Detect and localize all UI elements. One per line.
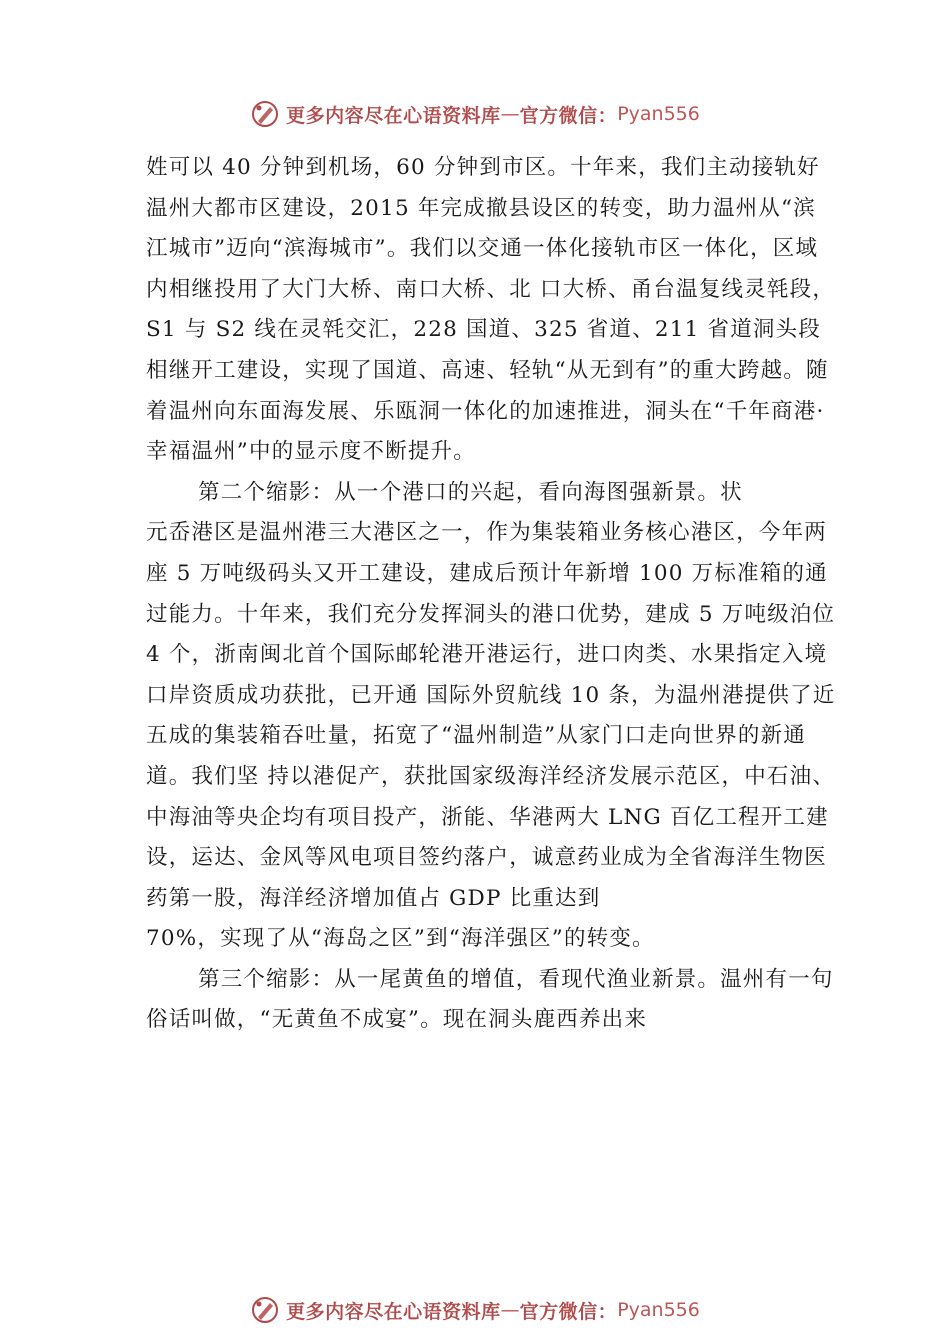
paragraph: 元岙港区是温州港三大港区之一，作为集装箱业务核心港区，今年两座 5 万吨级码头又开工建设，建成后预计年新增 100 万标准箱的通过能力。十年来，我们充分发挥洞头的港口优势，建成 5 万吨级泊位 4 个，浙南闽北首个国际邮轮港开港运行，进口肉类、水果指定入境口岸资质成功获批，已开通 国际外贸航线 10 条，为温州港提供了近五成的集装箱吞吐量，拓宽了“温州制造”从家门口走向世界的新通道。我们坚 持以港促产，获批国家级海洋经济发展示范区，中石油、中海油等央企均有项目投产，浙能、华港两大 LNG 百亿工程开工建设，运达、金风等风电项目签约落户，诚意药业成为全省海洋生物医药第一股，海洋经济增加值占 GDP 比重达到 [146, 520, 836, 911]
watermark-wechat-id: Pyan556 [617, 1299, 700, 1321]
watermark-text: 更多内容尽在心语资料库 [286, 1300, 501, 1323]
paragraph: 姓可以 40 分钟到机场，60 分钟到市区。十年来，我们主动接轨好温州大都市区建设，2015 年完成撤县设区的转变，助力温州从“滨江城市”迈向“滨海城市”。我们以交通一体化接轨市区一体化，区域内相继投用了大门大桥、南口大桥、北 口大桥、甬台温复线灵㲞段，S1 与 S2 线在灵㲞交汇，228 国道、325 省道、211 省道洞头段相继开工建设，实现了国道、高速、轻轨“从无到有”的重大跨越。随着温州向东面海发展、乐瓯洞一体化的加速推进，洞头在“千年商港·幸福温州”中的显示度不断提升。 [146, 155, 836, 465]
paragraph: 第三个缩影：从一尾黄鱼的增值，看现代渔业新景。温州有一句俗话叫做，“无黄鱼不成宴”。现在洞头鹿西养出来 [146, 966, 834, 1033]
paragraph: 第二个缩影：从一个港口的兴起，看向海图强新景。状 [198, 479, 743, 505]
document-body [146, 148, 836, 1041]
watermark-dash: — [500, 103, 520, 125]
pen-seal-icon [250, 1295, 280, 1325]
watermark-wechat-id: Pyan556 [617, 103, 700, 125]
paragraph: 70%，实现了从“海岛之区”到“海洋强区”的转变。 [146, 926, 655, 952]
watermark-wechat-label: 官方微信： [519, 104, 618, 127]
watermark-text: 更多内容尽在心语资料库 [286, 104, 501, 127]
pen-seal-icon [250, 99, 280, 129]
watermark-dash: — [500, 1299, 520, 1321]
watermark-footer [0, 1288, 950, 1332]
watermark-header [0, 92, 950, 136]
watermark-wechat-label: 官方微信： [519, 1300, 618, 1323]
